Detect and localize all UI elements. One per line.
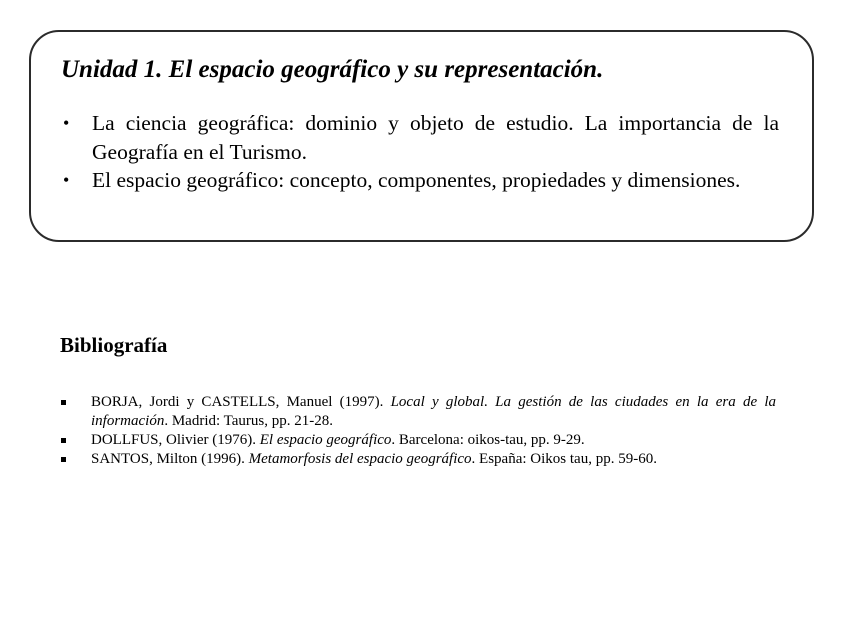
bibliography-title: El espacio geográfico (259, 432, 392, 448)
bullet-icon: • (63, 113, 70, 133)
bibliography-authors: SANTOS, Milton (1996). (91, 451, 249, 467)
bibliography-entry (60, 450, 776, 469)
unit-topic-item (61, 109, 779, 166)
bibliography-entry (60, 431, 776, 450)
bibliography-authors: DOLLFUS, Olivier (1976). (91, 432, 260, 448)
bibliography-details: . España: Oikos tau, pp. 59-60. (471, 451, 657, 467)
bibliography-details: . Madrid: Taurus, pp. 21-28. (164, 413, 333, 429)
bibliography-entry (60, 393, 776, 431)
bibliography-authors: BORJA, Jordi y CASTELLS, Manuel (1997). (91, 394, 391, 410)
unit-title: Unidad 1. El espacio geográfico y su representación. (61, 56, 604, 83)
unit-box (29, 30, 814, 242)
square-bullet-icon (61, 457, 66, 462)
unit-topic-list (61, 109, 779, 195)
unit-topic-item (61, 166, 779, 195)
bibliography-details: . Barcelona: oikos-tau, pp. 9-29. (391, 432, 585, 448)
bibliography-title: Metamorfosis del espacio geográfico (248, 451, 472, 467)
bibliography-heading: Bibliografía (60, 333, 168, 357)
bibliography-list (60, 393, 776, 469)
unit-topic-text: El espacio geográfico: concepto, componentes, propiedades y dimensiones. (92, 168, 741, 192)
bullet-icon: • (63, 170, 70, 190)
square-bullet-icon (61, 438, 66, 443)
bibliography-title: Local y global. La gestión de las ciudades en la era de la información (91, 394, 776, 429)
unit-topic-text: La ciencia geográfica: dominio y objeto de estudio. La importancia de la Geografía en el Turismo. (92, 111, 779, 164)
square-bullet-icon (61, 400, 66, 405)
